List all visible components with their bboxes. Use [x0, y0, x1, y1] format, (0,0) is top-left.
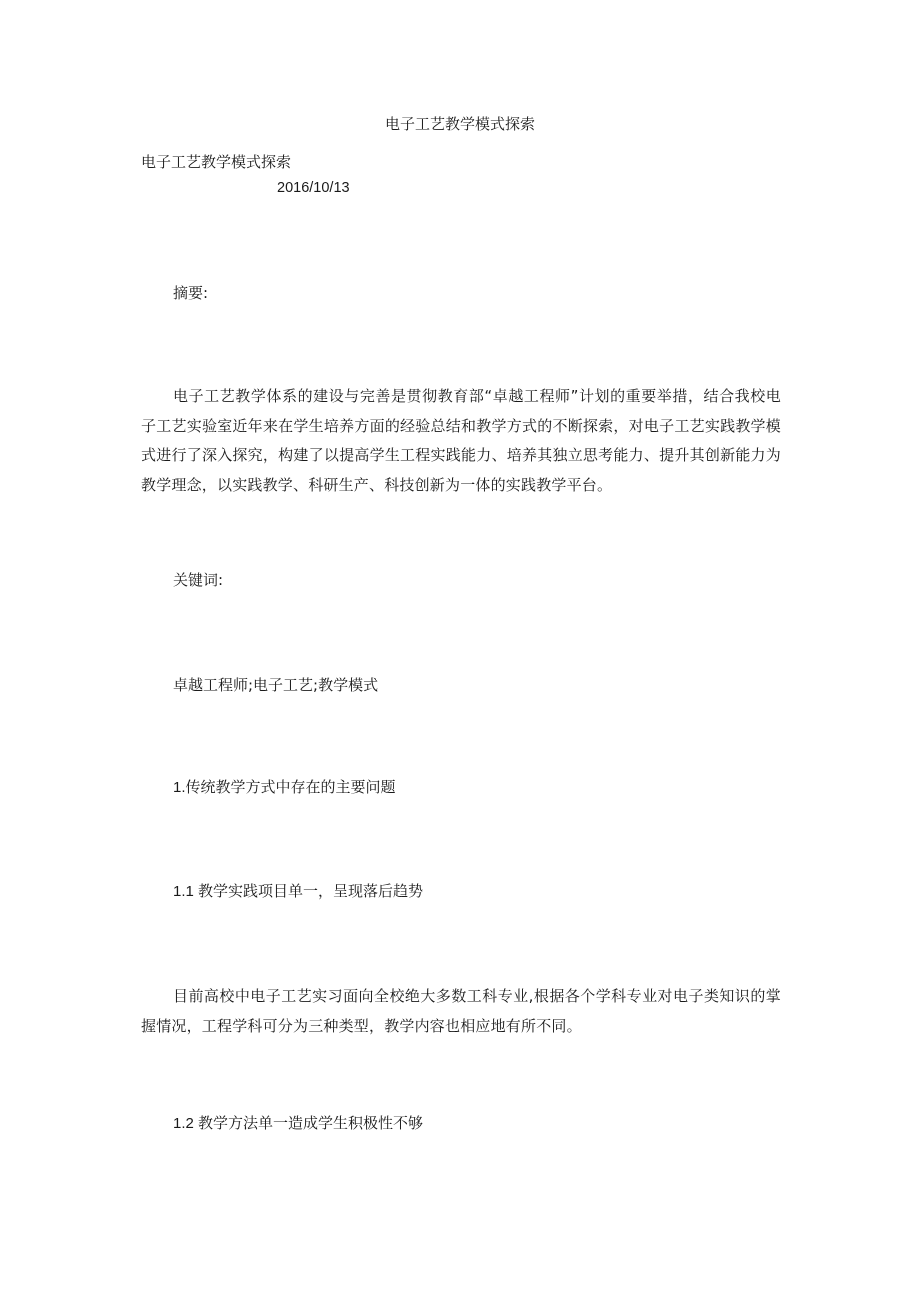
section-1-1-paragraph: 目前高校中电子工艺实习面向全校绝大多数工科专业,根据各个学科专业对电子类知识的掌握情况，工程学科可分为三种类型，教学内容也相应地有所不同。 [141, 987, 781, 1035]
keywords-text: 卓越工程师;电子工艺;教学模式 [173, 676, 379, 694]
keywords-label: 关键词: [173, 571, 224, 589]
document-title: 电子工艺教学模式探索 [384, 115, 535, 133]
publish-date: 2016/10/13 [277, 180, 350, 196]
section-heading-1: 1.传统教学方式中存在的主要问题 [173, 779, 396, 796]
section-heading-1-1: 1.1 教学实践项目单一，呈现落后趋势 [173, 883, 424, 900]
abstract-paragraph: 电子工艺教学体系的建设与完善是贯彻教育部“卓越工程师”计划的重要举措，结合我校电子工艺实验室近年来在学生培养方面的经验总结和教学方式的不断探索，对电子工艺实践教学模式进行了深入探究，构建了以提高学生工程实践能力、培养其独立思考能力、提升其创新能力为教学理念，以实践教学、科研生产、科技创新为一体的实践教学平台。 [141, 387, 781, 494]
section-heading-1-2: 1.2 教学方法单一造成学生积极性不够 [173, 1115, 424, 1132]
abstract-label: 摘要: [173, 284, 209, 302]
document-subtitle: 电子工艺教学模式探索 [141, 153, 292, 171]
